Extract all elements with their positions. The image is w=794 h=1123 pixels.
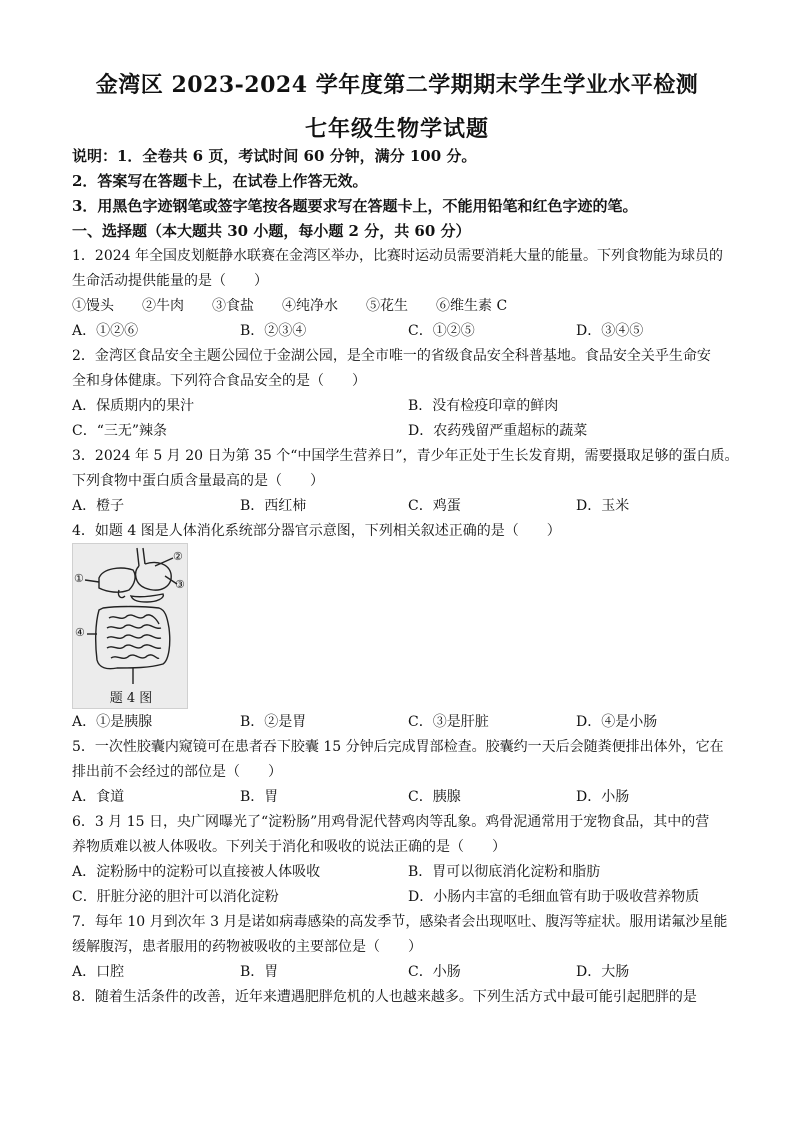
q1-item-3: ③食盐 <box>212 298 254 314</box>
q6-stem-2: 养物质难以被人体吸收。下列关于消化和吸收的说法正确的是（ ） <box>72 839 506 855</box>
note-1: 说明：1．全卷共 6 页，考试时间 60 分钟，满分 100 分。 <box>72 147 477 165</box>
q4-option-b[interactable]: B．②是胃 <box>240 714 307 730</box>
q6-option-a[interactable]: A．淀粉肠中的淀粉可以直接被人体吸收 <box>72 864 321 880</box>
q1-option-b[interactable]: B．②③④ <box>240 323 307 339</box>
q1-item-4: ④纯净水 <box>282 298 338 314</box>
q1-option-c[interactable]: C．①②⑤ <box>408 323 475 339</box>
q2-option-b[interactable]: B．没有检疫印章的鲜肉 <box>408 398 559 414</box>
q2-option-d[interactable]: D．农药残留严重超标的蔬菜 <box>408 423 588 439</box>
q2-option-c[interactable]: C．“三无”辣条 <box>72 423 168 439</box>
q6-option-b[interactable]: B．胃可以彻底消化淀粉和脂肪 <box>408 864 601 880</box>
q3-option-a[interactable]: A．橙子 <box>72 498 125 514</box>
digestive-system-figure <box>72 543 188 709</box>
q2-option-a[interactable]: A．保质期内的果汁 <box>72 398 195 414</box>
figure-caption: 题 4 图 <box>109 691 153 706</box>
q5-stem-2: 排出前不会经过的部位是（ ） <box>72 764 282 780</box>
q2-stem-1: 2．金湾区食品安全主题公园位于金湖公园，是全市唯一的省级食品安全科普基地。食品安全关乎生命安 <box>72 348 711 364</box>
q5-stem-1: 5．一次性胶囊内窥镜可在患者吞下胶囊 15 分钟后完成胃部检查。胶囊约一天后会随粪便排出体外，它在 <box>72 739 724 755</box>
q3-option-d[interactable]: D．玉米 <box>576 498 630 514</box>
q5-option-c[interactable]: C．胰腺 <box>408 789 461 805</box>
q7-stem-1: 7．每年 10 月到次年 3 月是诺如病毒感染的高发季节，感染者会出现呕吐、腹泻等症状。服用诺氟沙星能 <box>72 914 728 930</box>
q1-stem-1: 1．2024 年全国皮划艇静水联赛在金湾区举办，比赛时运动员需要消耗大量的能量。下列食物能为球员的 <box>72 248 723 264</box>
q1-item-1: ①馒头 <box>72 298 114 314</box>
q1-option-a[interactable]: A．①②⑥ <box>72 323 139 339</box>
figure-label-1: ① <box>74 572 84 585</box>
note-3: 3．用黑色字迹钢笔或签字笔按各题要求写在答题卡上，不能用铅笔和红色字迹的笔。 <box>72 197 638 215</box>
q1-item-2: ②牛肉 <box>142 298 184 314</box>
q3-option-c[interactable]: C．鸡蛋 <box>408 498 461 514</box>
exam-subtitle: 七年级生物学试题 <box>304 116 489 142</box>
q5-option-a[interactable]: A．食道 <box>72 789 125 805</box>
q7-option-d[interactable]: D．大肠 <box>576 964 630 980</box>
q5-option-d[interactable]: D．小肠 <box>576 789 630 805</box>
q4-stem-1: 4．如题 4 图是人体消化系统部分器官示意图，下列相关叙述正确的是（ ） <box>72 523 561 539</box>
q4-option-d[interactable]: D．④是小肠 <box>576 714 658 730</box>
q7-option-c[interactable]: C．小肠 <box>408 964 461 980</box>
exam-title: 金湾区 2023-2024 学年度第二学期期末学生学业水平检测 <box>95 72 699 98</box>
q7-option-a[interactable]: A．口腔 <box>72 964 125 980</box>
digestive-system-diagram <box>73 544 189 690</box>
q4-option-c[interactable]: C．③是肝脏 <box>408 714 489 730</box>
figure-label-2: ② <box>173 550 183 563</box>
q6-option-d[interactable]: D．小肠内丰富的毛细血管有助于吸收营养物质 <box>408 889 700 905</box>
q5-option-b[interactable]: B．胃 <box>240 789 279 805</box>
q7-option-b[interactable]: B．胃 <box>240 964 279 980</box>
q1-item-5: ⑤花生 <box>366 298 408 314</box>
q2-stem-2: 全和身体健康。下列符合食品安全的是（ ） <box>72 373 366 389</box>
q7-stem-2: 缓解腹泻，患者服用的药物被吸收的主要部位是（ ） <box>72 939 422 955</box>
section-heading: 一、选择题（本大题共 30 小题，每小题 2 分，共 60 分） <box>72 222 471 240</box>
q4-option-a[interactable]: A．①是胰腺 <box>72 714 153 730</box>
q3-option-b[interactable]: B．西红柿 <box>240 498 307 514</box>
q6-stem-1: 6．3 月 15 日，央广网曝光了“淀粉肠”用鸡骨泥代替鸡肉等乱象。鸡骨泥通常用于宠物食品，其中的营 <box>72 814 710 830</box>
note-2: 2．答案写在答题卡上，在试卷上作答无效。 <box>72 172 368 190</box>
figure-label-3: ③ <box>175 578 185 591</box>
q1-item-6: ⑥维生素 C <box>436 298 508 314</box>
q1-stem-2: 生命活动提供能量的是（ ） <box>72 273 268 289</box>
q6-option-c[interactable]: C．肝脏分泌的胆汁可以消化淀粉 <box>72 889 279 905</box>
q3-stem-1: 3．2024 年 5 月 20 日为第 35 个“中国学生营养日”，青少年正处于生长发育期，需要摄取足够的蛋白质。 <box>72 448 739 464</box>
q3-stem-2: 下列食物中蛋白质含量最高的是（ ） <box>72 473 324 489</box>
q1-option-d[interactable]: D．③④⑤ <box>576 323 644 339</box>
q8-stem-1: 8．随着生活条件的改善，近年来遭遇肥胖危机的人也越来越多。下列生活方式中最可能引起肥胖的是 <box>72 989 697 1005</box>
figure-label-4: ④ <box>75 626 85 639</box>
